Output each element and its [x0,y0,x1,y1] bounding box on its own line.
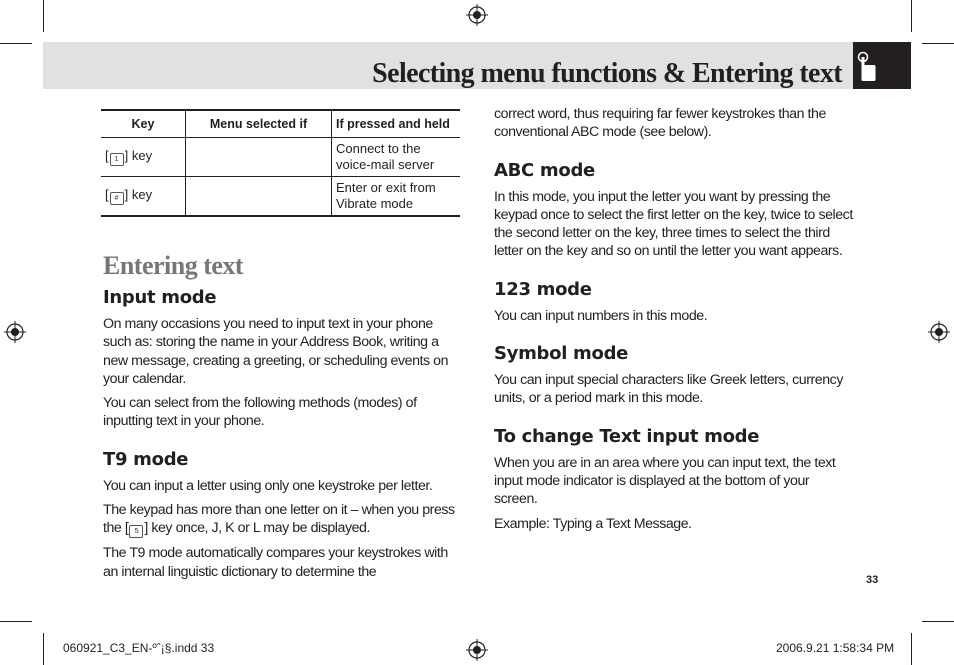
t9-mode-paragraph [103,501,460,538]
registration-mark-icon [928,321,950,343]
chapter-tab [853,42,911,89]
table-cell-menu [186,177,332,217]
crop-mark [43,633,44,665]
right-column [494,105,854,539]
input-mode-paragraph: On many occasions you need to input text in your phone such as: storing the name in your Address Book, writing a new message, creating a greeting, or scheduling events on your calendar. [103,316,449,387]
123-mode-paragraph: You can input numbers in this mode. [494,307,708,324]
crop-mark [911,0,912,32]
key-5-icon: 5 [129,525,143,538]
t9-mode-paragraph: You can input a letter using only one keystroke per letter. [103,477,433,494]
print-slug-date: 2006.9.21 1:58:34 PM [776,641,895,655]
input-mode-heading: Input mode [103,287,217,308]
registration-mark-icon [4,321,26,343]
table-cell-held: Connect to the voice-mail server [332,138,461,177]
change-mode-paragraph: When you are in an area where you can input text, the text input mode indicator is displayed at the bottom of your screen. [494,454,836,508]
key-function-table [101,109,460,217]
section-title: Entering text [103,251,244,280]
crop-mark [922,43,954,44]
table-header-cell: Menu selected if [186,110,332,138]
abc-mode-paragraph: In this mode, you input the letter you want by pressing the keypad once to select the first letter on the key, twice to select the second letter on the key, three times to select the third letter on the key and so on until the letter you want appears. [494,188,853,260]
symbol-mode-heading: Symbol mode [494,343,629,365]
page-number: 33 [866,574,879,586]
finger-press-icon [857,50,879,82]
crop-mark [0,621,32,622]
t9-mode-paragraph: The T9 mode automatically compares your keystrokes with an internal linguistic dictionary to determine the [103,545,448,580]
crop-mark [0,43,32,44]
print-slug-file: 060921_C3_EN-ºˆ¡§.indd 33 [63,641,215,655]
key-label: ] key [124,148,153,163]
page-title: Selecting menu functions & Entering text [372,58,842,89]
continued-paragraph: correct word, thus requiring far fewer keystrokes than the conventional ABC mode (see below). [494,106,826,141]
table-header-row [101,110,460,138]
table-cell-held: Enter or exit from Vibrate mode [332,177,461,217]
registration-mark-icon [466,639,488,661]
123-mode-heading: 123 mode [494,278,592,300]
crop-mark [922,621,954,622]
table-cell-key: [ # ] key [101,177,186,217]
left-column [103,105,460,587]
key-1-icon: 1 [110,153,124,166]
input-mode-paragraph: You can select from the following methods (modes) of inputting text in your phone. [103,395,417,430]
text-span: ] key once, J, K or L may be displayed. [144,520,370,537]
crop-mark [43,0,44,32]
abc-mode-heading: ABC mode [494,159,595,181]
t9-mode-heading: T9 mode [103,448,189,470]
table-row [101,138,460,177]
change-mode-heading: To change Text input mode [494,425,760,447]
symbol-mode-paragraph: You can input special characters like Greek letters, currency units, or a period mark in this mode. [494,372,843,407]
crop-mark [911,633,912,665]
table-row [101,177,460,217]
key-label: ] key [124,187,153,202]
table-header-cell: If pressed and held [332,110,461,138]
text-span: The keypad has more than one letter on it – when you press the [ [103,502,455,537]
key-hash-icon: # [110,192,124,205]
registration-mark-icon [466,4,488,26]
table-cell-key: [ 1 ] key [101,138,186,177]
change-mode-paragraph: Example: Typing a Text Message. [494,515,692,532]
table-cell-menu [186,138,332,177]
table-header-cell: Key [101,110,186,138]
